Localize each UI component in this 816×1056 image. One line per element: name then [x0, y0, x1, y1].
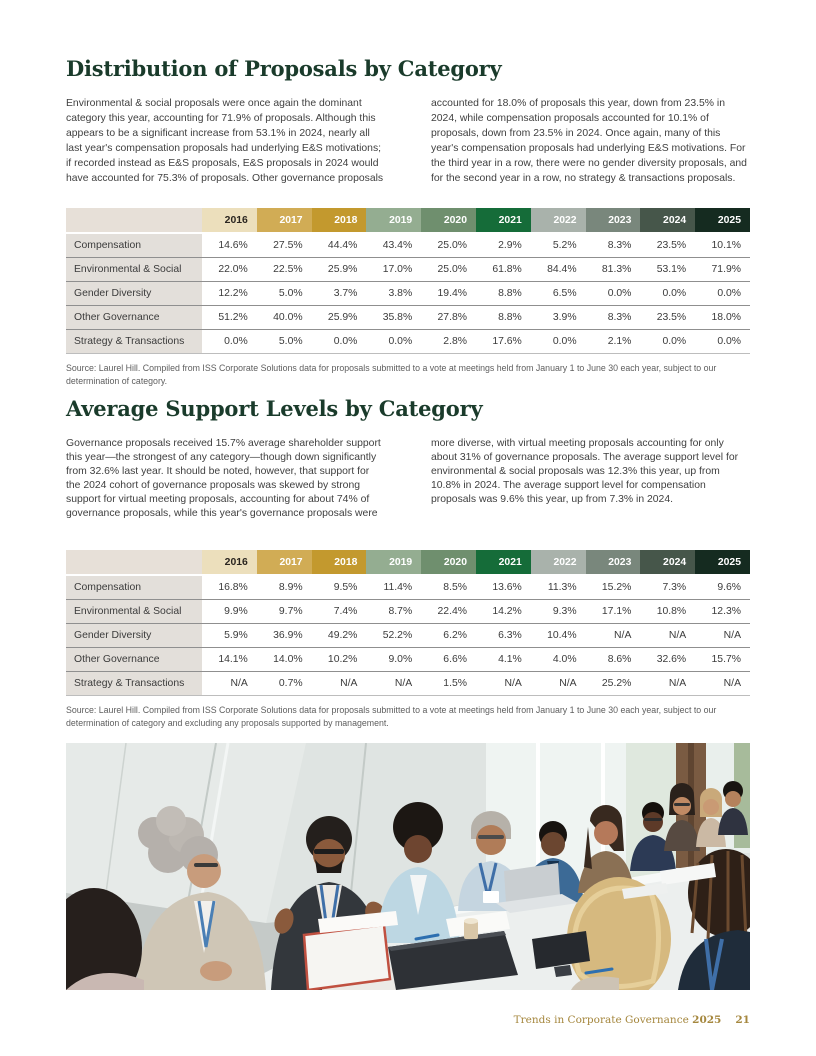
- table-row: [66, 305, 750, 329]
- year-header-2020: 2020: [421, 208, 476, 233]
- value-cell: 8.8%: [476, 281, 531, 305]
- distribution-table: [66, 208, 750, 354]
- value-cell: N/A: [640, 671, 695, 695]
- value-cell: 6.2%: [421, 623, 476, 647]
- value-cell: 14.6%: [202, 233, 257, 257]
- value-cell: 9.0%: [366, 647, 421, 671]
- value-cell: 6.6%: [421, 647, 476, 671]
- footer-report-title: Trends in Corporate Governance: [513, 1014, 689, 1026]
- value-cell: 14.2%: [476, 599, 531, 623]
- row-label: Compensation: [66, 575, 202, 599]
- value-cell: 9.7%: [257, 599, 312, 623]
- table-header-row: [66, 550, 750, 575]
- year-header-2016: 2016: [202, 208, 257, 233]
- value-cell: 18.0%: [695, 305, 750, 329]
- value-cell: 2.1%: [586, 329, 641, 353]
- value-cell: 81.3%: [586, 257, 641, 281]
- value-cell: 12.3%: [695, 599, 750, 623]
- page-footer: [514, 1014, 750, 1026]
- year-header-2022: 2022: [531, 550, 586, 575]
- value-cell: 0.0%: [695, 281, 750, 305]
- year-header-2019: 2019: [366, 550, 421, 575]
- body-text-distribution: Environmental & social proposals were once again the dominant category this year, accounting for 71.9% of proposals. Although this appears to be a significant increase from 53.1% in 2024, nearly all last year's compensation proposals had underlying E&S motivations; if recorded instead as E&S proposals, E&S proposals in 2024 would have accounted for 75.3% of proposals. Other governance proposals accounted for 18.0% of proposals this year, down from 23.5% in 2024, while compensation proposals accounted for 10.1% of proposals, down from 23.5% in 2024. Once again, many of this year's compensation proposals had underlying E&S motivations. For the third year in a row, there were no gender diversity proposals, and for the second year in a row, no strategy & transactions proposals.: [66, 98, 747, 184]
- value-cell: 0.0%: [531, 329, 586, 353]
- coffee-cup: [464, 918, 478, 939]
- value-cell: N/A: [312, 671, 367, 695]
- value-cell: 5.9%: [202, 623, 257, 647]
- value-cell: 36.9%: [257, 623, 312, 647]
- year-header-2025: 2025: [695, 208, 750, 233]
- value-cell: 14.1%: [202, 647, 257, 671]
- value-cell: 22.4%: [421, 599, 476, 623]
- distribution-table-wrap: [66, 208, 750, 354]
- value-cell: 5.0%: [257, 329, 312, 353]
- table-row: [66, 599, 750, 623]
- value-cell: 7.3%: [640, 575, 695, 599]
- meeting-photo: [66, 743, 750, 990]
- value-cell: 27.5%: [257, 233, 312, 257]
- value-cell: 15.7%: [695, 647, 750, 671]
- value-cell: 0.0%: [586, 281, 641, 305]
- year-header-2025: 2025: [695, 550, 750, 575]
- value-cell: 5.0%: [257, 281, 312, 305]
- source-note-distribution: Source: Laurel Hill. Compiled from ISS Corporate Solutions data for proposals submitted to a vote at meetings held from January 1 to June 30 each year, subject to our determination of category.: [66, 363, 717, 386]
- value-cell: 23.5%: [640, 305, 695, 329]
- table-row: [66, 233, 750, 257]
- table-row: [66, 329, 750, 353]
- value-cell: N/A: [476, 671, 531, 695]
- value-cell: 23.5%: [640, 233, 695, 257]
- value-cell: 17.1%: [586, 599, 641, 623]
- value-cell: 71.9%: [695, 257, 750, 281]
- value-cell: 0.0%: [695, 329, 750, 353]
- value-cell: 5.2%: [531, 233, 586, 257]
- body-text-support: Governance proposals received 15.7% average shareholder support this year—the strongest of any category—though down significantly from 32.6% last year. It should be noted, however, that support for the 2024 cohort of governance proposals was skewed by strong support for virtual meeting proposals, accounting for about 74% of governance proposals, while this year's governance proposals were more diverse, with virtual meeting proposals accounting for only about 31% of governance proposals. The average support level for environmental & social proposals was 12.3% this year, up from 10.8% in 2024. The average support level for compensation proposals was 9.6% this year, up from 7.3% in 2024.: [66, 438, 739, 519]
- value-cell: 40.0%: [257, 305, 312, 329]
- value-cell: 17.6%: [476, 329, 531, 353]
- row-label: Environmental & Social: [66, 257, 202, 281]
- value-cell: 25.9%: [312, 257, 367, 281]
- value-cell: 25.2%: [586, 671, 641, 695]
- value-cell: 10.4%: [531, 623, 586, 647]
- row-label: Other Governance: [66, 647, 202, 671]
- value-cell: 22.5%: [257, 257, 312, 281]
- value-cell: 51.2%: [202, 305, 257, 329]
- table-row: [66, 623, 750, 647]
- value-cell: 14.0%: [257, 647, 312, 671]
- footer-year: 2025: [692, 1014, 722, 1026]
- value-cell: N/A: [695, 623, 750, 647]
- table-corner-cell: [66, 208, 202, 233]
- value-cell: 0.7%: [257, 671, 312, 695]
- row-label: Gender Diversity: [66, 623, 202, 647]
- value-cell: 19.4%: [421, 281, 476, 305]
- value-cell: 8.3%: [586, 305, 641, 329]
- value-cell: 25.0%: [421, 233, 476, 257]
- value-cell: 25.9%: [312, 305, 367, 329]
- value-cell: 0.0%: [366, 329, 421, 353]
- year-header-2018: 2018: [312, 208, 367, 233]
- value-cell: 12.2%: [202, 281, 257, 305]
- value-cell: N/A: [640, 623, 695, 647]
- value-cell: 61.8%: [476, 257, 531, 281]
- table-row: [66, 671, 750, 695]
- year-header-2024: 2024: [640, 550, 695, 575]
- year-header-2024: 2024: [640, 208, 695, 233]
- table-row: [66, 647, 750, 671]
- section-title-distribution: Distribution of Proposals by Category: [66, 56, 502, 81]
- value-cell: 6.3%: [476, 623, 531, 647]
- value-cell: 8.6%: [586, 647, 641, 671]
- source-note-support: Source: Laurel Hill. Compiled from ISS Corporate Solutions data for proposals submitted to a vote at meetings held from January 1 to June 30 each year, subject to our determination of category and excluding any proposals supported by management.: [66, 705, 717, 728]
- value-cell: 6.5%: [531, 281, 586, 305]
- value-cell: 16.8%: [202, 575, 257, 599]
- value-cell: 0.0%: [640, 281, 695, 305]
- value-cell: 9.5%: [312, 575, 367, 599]
- value-cell: 49.2%: [312, 623, 367, 647]
- value-cell: 3.8%: [366, 281, 421, 305]
- year-header-2023: 2023: [586, 208, 641, 233]
- value-cell: 0.0%: [312, 329, 367, 353]
- value-cell: 8.3%: [586, 233, 641, 257]
- row-label: Compensation: [66, 233, 202, 257]
- value-cell: 35.8%: [366, 305, 421, 329]
- value-cell: 10.8%: [640, 599, 695, 623]
- value-cell: 1.5%: [421, 671, 476, 695]
- value-cell: 10.2%: [312, 647, 367, 671]
- value-cell: 22.0%: [202, 257, 257, 281]
- value-cell: 43.4%: [366, 233, 421, 257]
- row-label: Strategy & Transactions: [66, 329, 202, 353]
- value-cell: 4.1%: [476, 647, 531, 671]
- table-corner-cell: [66, 550, 202, 575]
- value-cell: 8.8%: [476, 305, 531, 329]
- support-table-wrap: [66, 550, 750, 696]
- year-header-2017: 2017: [257, 550, 312, 575]
- value-cell: 53.1%: [640, 257, 695, 281]
- value-cell: 17.0%: [366, 257, 421, 281]
- value-cell: 8.9%: [257, 575, 312, 599]
- value-cell: 3.9%: [531, 305, 586, 329]
- year-header-2023: 2023: [586, 550, 641, 575]
- value-cell: 52.2%: [366, 623, 421, 647]
- value-cell: 9.3%: [531, 599, 586, 623]
- year-header-2017: 2017: [257, 208, 312, 233]
- value-cell: 27.8%: [421, 305, 476, 329]
- value-cell: 13.6%: [476, 575, 531, 599]
- value-cell: 8.7%: [366, 599, 421, 623]
- value-cell: 2.9%: [476, 233, 531, 257]
- year-header-2019: 2019: [366, 208, 421, 233]
- value-cell: 84.4%: [531, 257, 586, 281]
- value-cell: 44.4%: [312, 233, 367, 257]
- value-cell: 32.6%: [640, 647, 695, 671]
- table-header-row: [66, 208, 750, 233]
- value-cell: 10.1%: [695, 233, 750, 257]
- table-row: [66, 257, 750, 281]
- value-cell: 9.6%: [695, 575, 750, 599]
- year-header-2020: 2020: [421, 550, 476, 575]
- value-cell: 9.9%: [202, 599, 257, 623]
- value-cell: 3.7%: [312, 281, 367, 305]
- support-table: [66, 550, 750, 696]
- value-cell: N/A: [531, 671, 586, 695]
- year-header-2018: 2018: [312, 550, 367, 575]
- value-cell: N/A: [366, 671, 421, 695]
- value-cell: N/A: [586, 623, 641, 647]
- value-cell: 15.2%: [586, 575, 641, 599]
- value-cell: 8.5%: [421, 575, 476, 599]
- footer-page-number: 21: [735, 1014, 750, 1026]
- table-row: [66, 575, 750, 599]
- value-cell: 0.0%: [640, 329, 695, 353]
- value-cell: 4.0%: [531, 647, 586, 671]
- value-cell: 0.0%: [202, 329, 257, 353]
- value-cell: N/A: [202, 671, 257, 695]
- row-label: Other Governance: [66, 305, 202, 329]
- section-title-support: Average Support Levels by Category: [66, 396, 483, 421]
- year-header-2021: 2021: [476, 208, 531, 233]
- year-header-2016: 2016: [202, 550, 257, 575]
- value-cell: 7.4%: [312, 599, 367, 623]
- row-label: Strategy & Transactions: [66, 671, 202, 695]
- value-cell: 25.0%: [421, 257, 476, 281]
- year-header-2021: 2021: [476, 550, 531, 575]
- value-cell: 2.8%: [421, 329, 476, 353]
- year-header-2022: 2022: [531, 208, 586, 233]
- row-label: Environmental & Social: [66, 599, 202, 623]
- value-cell: N/A: [695, 671, 750, 695]
- row-label: Gender Diversity: [66, 281, 202, 305]
- value-cell: 11.4%: [366, 575, 421, 599]
- table-row: [66, 281, 750, 305]
- value-cell: 11.3%: [531, 575, 586, 599]
